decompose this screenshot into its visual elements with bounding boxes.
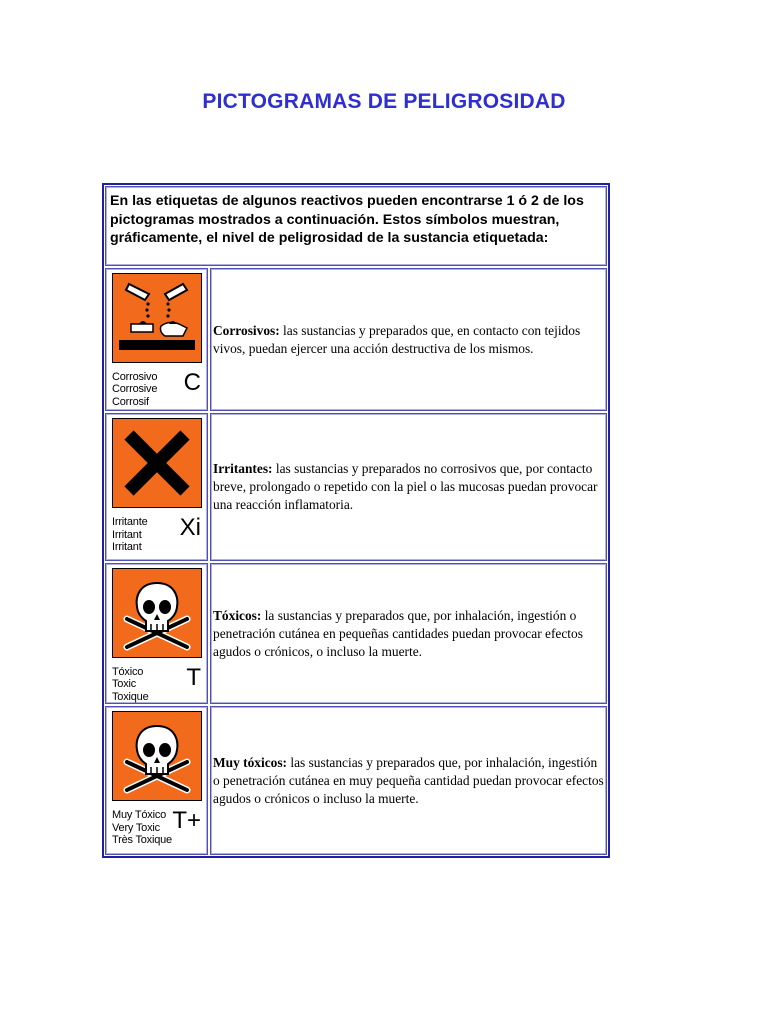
- table-row: [105, 413, 607, 561]
- hazard-label-en: Very Toxic: [112, 821, 160, 834]
- hazard-label-en: Toxic: [112, 678, 137, 691]
- pictogram-cell: [105, 563, 208, 705]
- hazard-term: Muy tóxicos:: [213, 754, 288, 770]
- description-cell: [210, 563, 607, 705]
- hazard-labels: [112, 809, 172, 847]
- hazard-term: Corrosivos:: [213, 322, 280, 338]
- hazard-label-es: Muy Tóxico: [112, 809, 167, 822]
- irritant-x-icon: [112, 418, 202, 508]
- skull-crossbones-icon: [112, 711, 202, 801]
- pictogram-table: [102, 183, 610, 858]
- table-row: [105, 706, 607, 855]
- hazard-description: la sustancias y preparados que, por inhalación, ingestión o penetración cutánea en pequeñas cantidades puedan provocar efectos agudos o crónicos, o incluso la muerte.: [213, 607, 583, 659]
- hazard-label-fr: Très Toxique: [112, 834, 172, 847]
- hazard-description: las sustancias y preparados que, por inhalación, ingestión o penetración cutánea en muy pequeña cantidad puedan provocar efectos agudos o crónicos o incluso la muerte.: [213, 754, 604, 806]
- hazard-label-es: Irritante: [112, 516, 148, 529]
- pictogram-cell: [105, 413, 208, 561]
- hazard-labels: [112, 666, 149, 704]
- hazard-code: T: [186, 663, 201, 691]
- hazard-code: C: [183, 368, 201, 396]
- description-cell: [210, 413, 607, 561]
- page-title: PICTOGRAMAS DE PELIGROSIDAD: [202, 90, 566, 113]
- hazard-description: las sustancias y preparados que, en contacto con tejidos vivos, puedan ejercer una acción destructiva de los mismos.: [213, 322, 581, 356]
- hazard-label-fr: Irritant: [112, 541, 142, 554]
- corrosive-icon: [112, 273, 202, 363]
- hazard-code: Xi: [179, 514, 201, 542]
- table-row: [105, 563, 607, 705]
- table-row: [105, 268, 607, 412]
- hazard-label-fr: Toxique: [112, 690, 149, 703]
- intro-text: En las etiquetas de algunos reactivos pueden encontrarse 1 ó 2 de los pictogramas mostrados a continuación. Estos símbolos muestran, gráficamente, el nivel de peligrosidad de la sustancia etiquetada:: [105, 186, 607, 266]
- hazard-labels: [112, 371, 157, 409]
- hazard-label-en: Irritant: [112, 528, 142, 541]
- hazard-term: Irritantes:: [213, 461, 273, 477]
- hazard-label-fr: Corrosif: [112, 395, 149, 408]
- skull-crossbones-icon: [112, 568, 202, 658]
- hazard-labels: [112, 516, 148, 554]
- description-cell: [210, 268, 607, 412]
- hazard-term: Tóxicos:: [213, 607, 262, 623]
- hazard-label-es: Tóxico: [112, 665, 144, 678]
- description-cell: [210, 706, 607, 855]
- pictogram-cell: [105, 706, 208, 855]
- hazard-code: T+: [172, 807, 201, 835]
- hazard-label-en: Corrosive: [112, 383, 158, 396]
- hazard-description: las sustancias y preparados no corrosivos que, por contacto breve, prolongado o repetido con la piel o las mucosas puedan provocar una reacción inflamatoria.: [213, 461, 598, 513]
- hazard-label-es: Corrosivo: [112, 370, 158, 383]
- pictogram-cell: [105, 268, 208, 412]
